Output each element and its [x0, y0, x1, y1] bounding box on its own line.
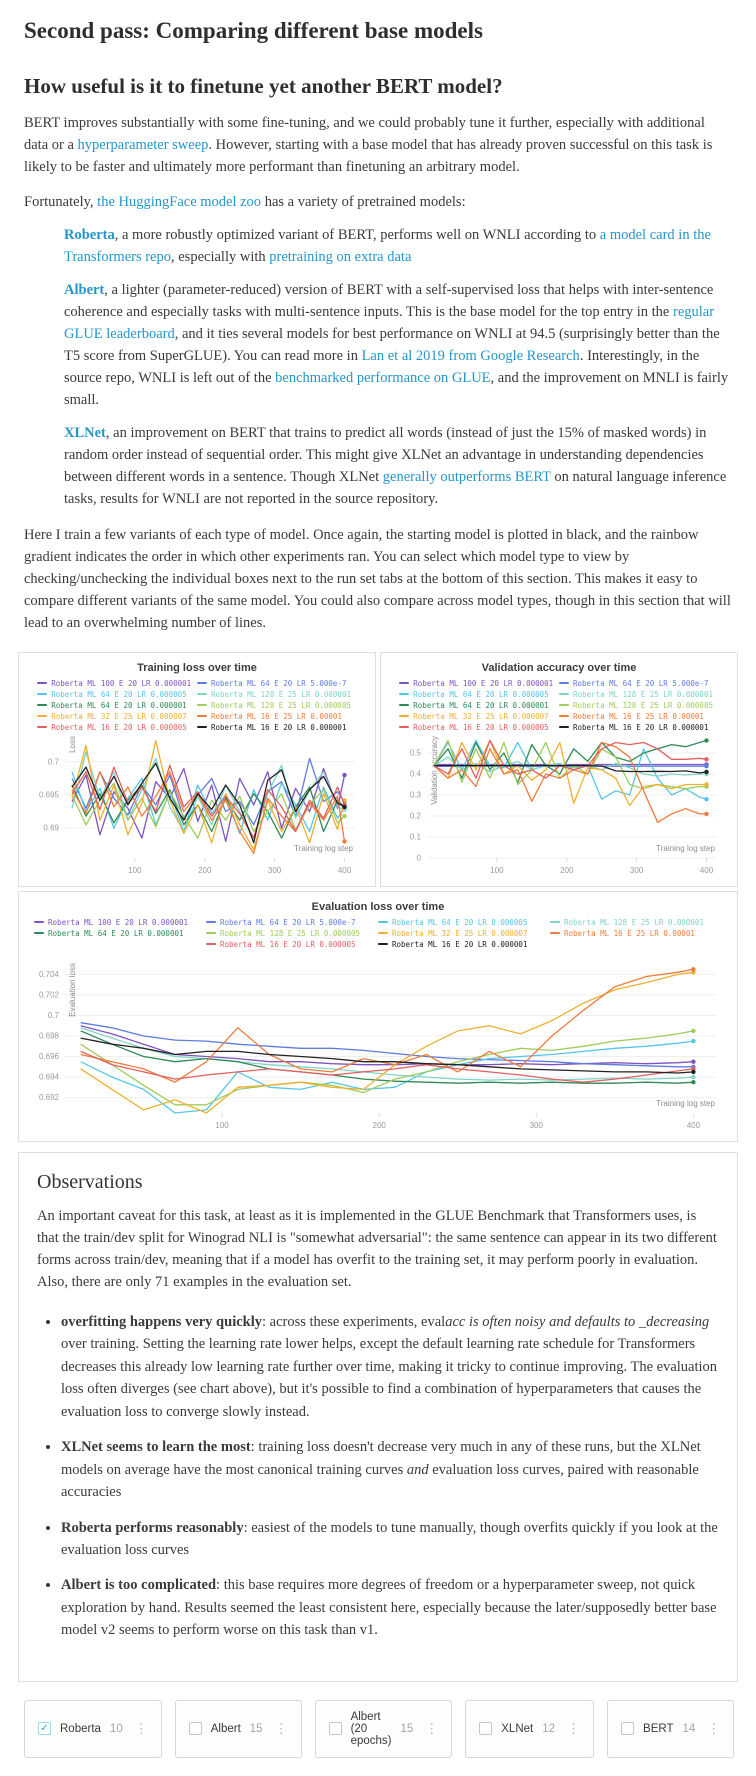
y-tick-label: 0.7 — [47, 1010, 59, 1020]
runset-count: 15 — [400, 1722, 414, 1735]
runset-label: BERT — [643, 1722, 674, 1735]
legend-label: Roberta ML 128 E 25 LR 0.000005 — [211, 700, 351, 710]
x-tick-label: 400 — [686, 1120, 701, 1130]
text-link[interactable]: benchmarked performance on GLUE — [275, 370, 491, 387]
legend-item[interactable] — [206, 929, 378, 938]
legend-label: Roberta ML 128 E 25 LR 0.000005 — [573, 700, 713, 710]
observation-item — [61, 1574, 719, 1641]
series-end-marker — [691, 1028, 695, 1032]
runset-tab-albert[interactable] — [175, 1700, 302, 1758]
legend-label: Roberta ML 64 E 20 LR 5.000e-7 — [220, 917, 356, 927]
y-axis-label: Evaluation loss — [68, 962, 77, 1017]
text-link[interactable]: XLNet — [64, 425, 106, 442]
text-span: : this base requires more degrees of freedom or a hyperparameter sweep, not quick exploration by hand. Results seemed the least consistent here, especially because the later/supposedly better base model v2 seems to perform worse on this task than v1. — [61, 1577, 717, 1639]
legend-item[interactable] — [550, 929, 722, 938]
experiment-paragraph — [24, 524, 732, 634]
series-end-marker — [691, 1075, 695, 1079]
legend-label: Roberta ML 64 E 20 LR 0.000001 — [413, 700, 549, 710]
legend-item[interactable] — [378, 918, 550, 927]
chart-legend — [389, 678, 729, 732]
observations-list — [37, 1311, 719, 1642]
y-tick-label: 0.7 — [47, 756, 59, 766]
legend-swatch-icon — [206, 943, 216, 945]
text-span: Roberta performs reasonably — [61, 1519, 244, 1536]
legend-label: Roberta ML 16 E 25 LR 0.00001 — [211, 711, 342, 721]
legend-swatch-icon — [37, 682, 47, 684]
observations-section — [18, 1152, 738, 1682]
chart-legend — [27, 918, 729, 949]
legend-swatch-icon — [399, 693, 409, 695]
y-tick-label: 0.2 — [409, 811, 421, 821]
chart-plot — [389, 726, 729, 878]
observations-title: Observations — [37, 1170, 143, 1193]
chart-plot — [27, 953, 729, 1133]
legend-swatch-icon — [550, 921, 560, 923]
legend-swatch-icon — [559, 693, 569, 695]
legend-swatch-icon — [378, 921, 388, 923]
legend-item[interactable] — [559, 679, 719, 688]
y-tick-label: 0.692 — [38, 1092, 59, 1102]
runset-count: 10 — [109, 1722, 123, 1735]
legend-swatch-icon — [559, 715, 569, 717]
legend-swatch-icon — [197, 682, 207, 684]
chart-row-top — [18, 652, 738, 887]
model-list-item — [64, 422, 732, 510]
x-tick-label: 300 — [629, 865, 644, 875]
chart-row-bottom — [18, 891, 738, 1142]
series-line[interactable] — [81, 1031, 694, 1083]
legend-item[interactable] — [197, 712, 357, 721]
legend-item[interactable] — [34, 918, 206, 927]
legend-label: Roberta ML 16 E 20 LR 0.000005 — [220, 939, 356, 949]
text-link[interactable]: hyperparameter sweep — [77, 137, 209, 154]
legend-label: Roberta ML 64 E 20 LR 0.000005 — [392, 917, 528, 927]
chart-title: Training loss over time — [137, 661, 257, 674]
legend-swatch-icon — [197, 704, 207, 706]
text-link[interactable]: regular GLUE leaderboard — [64, 304, 715, 343]
legend-item[interactable] — [399, 679, 559, 688]
chart-plot — [27, 726, 367, 878]
runset-checkbox[interactable] — [479, 1722, 492, 1735]
runset-checkbox[interactable] — [621, 1722, 634, 1735]
text-span: Albert is too complicated — [61, 1577, 217, 1594]
y-tick-label: 0.5 — [409, 748, 421, 758]
legend-label: Roberta ML 16 E 20 LR 0.000001 — [573, 722, 709, 732]
text-span: : easiest of the models to tune manually, though overfits quickly if you look at the evaluation loss curves — [61, 1519, 718, 1558]
legend-swatch-icon — [197, 693, 207, 695]
series-end-marker — [342, 814, 346, 818]
text-link[interactable]: Lan et al 2019 from Google Research — [361, 348, 580, 365]
legend-swatch-icon — [378, 943, 388, 945]
legend-label: Roberta ML 16 E 25 LR 0.00001 — [573, 711, 704, 721]
legend-item[interactable] — [399, 701, 559, 710]
runset-label: Roberta — [60, 1722, 101, 1735]
series-end-marker — [342, 773, 346, 777]
legend-item[interactable] — [399, 712, 559, 721]
x-axis-label: Training log step — [294, 843, 353, 853]
runset-bar — [24, 1700, 732, 1758]
model-list — [24, 224, 732, 510]
text-span: : across these experiments, eval — [262, 1313, 446, 1330]
legend-label: Roberta ML 16 E 20 LR 0.000001 — [392, 939, 528, 949]
runset-count: 14 — [682, 1722, 696, 1735]
text-span: , an improvement on BERT that trains to predict all words (instead of just the 15% of masked words) in random order instead of sequential order. This might give XLNet an advantage in understanding dependencies between different words in a sentence. Though XLNet — [64, 425, 707, 486]
legend-label: Roberta ML 64 E 20 LR 0.000005 — [413, 689, 549, 699]
panel-training-loss — [18, 652, 376, 887]
text-span: overfitting happens very quickly — [61, 1313, 262, 1330]
legend-swatch-icon — [206, 921, 216, 923]
x-tick-label: 100 — [128, 865, 142, 875]
series-end-marker — [691, 1080, 695, 1084]
legend-item[interactable] — [37, 690, 197, 699]
legend-item[interactable] — [37, 679, 197, 688]
legend-swatch-icon — [559, 682, 569, 684]
legend-label: Roberta ML 128 E 25 LR 0.000001 — [211, 689, 351, 699]
series-end-marker — [704, 757, 708, 761]
legend-label: Roberta ML 16 E 20 LR 0.000005 — [51, 722, 187, 732]
observations-paragraph — [37, 1205, 719, 1293]
y-tick-label: 0.704 — [38, 969, 59, 979]
runset-count: 15 — [249, 1722, 263, 1735]
text-link[interactable]: Roberta — [64, 227, 115, 244]
x-tick-label: 200 — [198, 865, 212, 875]
legend-item[interactable] — [37, 701, 197, 710]
series-end-marker — [691, 967, 695, 971]
text-span: has a variety of pretrained models: — [261, 194, 466, 211]
legend-label: Roberta ML 16 E 25 LR 0.00001 — [563, 928, 695, 938]
y-tick-label: 0.696 — [38, 1051, 59, 1061]
runset-tab-xlnet[interactable] — [465, 1700, 594, 1758]
text-span: : training loss doesn't decrease very much in any of these runs, but the XLNet models on average have the most canonical training curves — [61, 1439, 701, 1478]
text-link[interactable]: generally outperforms BERT — [382, 469, 551, 486]
y-tick-label: 0 — [416, 853, 421, 863]
legend-item[interactable] — [37, 712, 197, 721]
legend-item[interactable] — [559, 690, 719, 699]
series-end-marker — [704, 738, 708, 742]
chart-canvas[interactable] — [27, 726, 367, 878]
legend-label: Roberta ML 16 E 20 LR 0.000005 — [413, 722, 549, 732]
observation-item — [61, 1517, 719, 1562]
legend-label: Roberta ML 64 E 20 LR 0.000005 — [51, 689, 187, 699]
runset-checkbox[interactable] — [329, 1722, 342, 1735]
y-tick-label: 0.698 — [38, 1031, 59, 1041]
y-tick-label: 0.702 — [38, 990, 59, 1000]
legend-swatch-icon — [37, 704, 47, 706]
x-tick-label: 200 — [560, 865, 574, 875]
text-span: . However, starting with a base model that has already proven successful on this task is likely to be faster and ultimately more performant than finetuning an arbitrary model. — [24, 137, 713, 176]
runset-tab-bert[interactable] — [607, 1700, 734, 1758]
legend-label: Roberta ML 32 E 25 LR 0.000007 — [51, 711, 187, 721]
text-span: , especially with — [171, 249, 270, 266]
y-tick-label: 0.694 — [38, 1072, 59, 1082]
text-span: XLNet seems to learn the most — [61, 1439, 251, 1456]
y-axis-label: Loss — [68, 735, 77, 753]
legend-swatch-icon — [34, 921, 44, 923]
text-span: evaluation loss curves, paired with reasonable accuracies — [61, 1461, 699, 1501]
legend-label: Roberta ML 64 E 20 LR 5.000e-7 — [211, 678, 347, 688]
legend-item[interactable] — [197, 679, 357, 688]
section-heading: How useful is it to finetune yet another BERT model? — [24, 74, 503, 98]
series-end-marker — [704, 764, 708, 768]
text-span: , a lighter (parameter-reduced) version of BERT with a self-supervised loss that helps with inter-sentence coherence and especially tasks with multi-sentence inputs. This is the base model for the top entry in the — [64, 282, 714, 321]
legend-item[interactable] — [206, 940, 378, 949]
series-end-marker — [704, 782, 708, 786]
chart-title: Validation accuracy over time — [481, 661, 637, 674]
series-end-marker — [691, 1039, 695, 1043]
kebab-menu-icon[interactable]: ⋮ — [134, 1720, 148, 1736]
runset-count: 12 — [542, 1722, 556, 1735]
legend-swatch-icon — [197, 715, 207, 717]
charts-section — [18, 652, 738, 1142]
legend-swatch-icon — [399, 682, 409, 684]
x-tick-label: 100 — [490, 865, 504, 875]
y-tick-label: 0.1 — [409, 832, 421, 842]
legend-label: Roberta ML 16 E 20 LR 0.000001 — [211, 722, 347, 732]
x-tick-label: 100 — [215, 1120, 229, 1130]
intro-paragraph — [24, 112, 732, 178]
models-intro-paragraph — [24, 191, 732, 213]
text-span: . Interestingly, in the source repo, WNLI is left out of the — [64, 348, 700, 387]
x-tick-label: 400 — [699, 865, 714, 875]
legend-label: Roberta ML 100 E 20 LR 0.000001 — [413, 678, 554, 688]
legend-swatch-icon — [37, 715, 47, 717]
y-axis-label: Validation accuracy — [430, 735, 439, 805]
legend-item[interactable] — [206, 918, 378, 927]
legend-label: Roberta ML 100 E 20 LR 0.000001 — [48, 917, 189, 927]
legend-swatch-icon — [34, 932, 44, 934]
legend-label: Roberta ML 100 E 20 LR 0.000001 — [51, 678, 192, 688]
runset-label: Albert — [210, 1722, 241, 1735]
text-span: Fortunately, — [24, 194, 98, 211]
chart-canvas[interactable] — [27, 953, 729, 1133]
kebab-menu-icon[interactable]: ⋮ — [567, 1720, 581, 1736]
series-line[interactable] — [81, 972, 694, 1113]
text-span: , and it ties several models for best performance on WNLI at 94.5 (surprisingly better than the T5 score from SuperGLUE). You can read more in — [64, 326, 720, 365]
legend-swatch-icon — [206, 932, 216, 934]
runset-label: XLNet — [501, 1722, 534, 1735]
kebab-menu-icon[interactable]: ⋮ — [274, 1720, 288, 1736]
y-tick-label: 0.4 — [409, 769, 421, 779]
legend-label: Roberta ML 32 E 25 LR 0.000007 — [392, 928, 528, 938]
legend-label: Roberta ML 128 E 25 LR 0.000001 — [573, 689, 713, 699]
legend-label: Roberta ML 64 E 20 LR 0.000001 — [48, 928, 184, 938]
series-line[interactable] — [81, 1031, 694, 1105]
text-link[interactable]: a model card in the Transformers repo — [64, 227, 711, 266]
legend-label: Roberta ML 128 E 25 LR 0.000005 — [220, 928, 360, 938]
text-span: on natural language inference tasks, results for WNLI are not reported in the source repository. — [64, 469, 727, 508]
model-list-item — [64, 279, 732, 411]
kebab-menu-icon[interactable]: ⋮ — [707, 1720, 721, 1736]
legend-item[interactable] — [197, 690, 357, 699]
series-end-marker — [691, 1059, 695, 1063]
x-tick-label: 200 — [372, 1120, 386, 1130]
x-axis-label: Training log step — [656, 1098, 715, 1108]
runset-tab-roberta[interactable] — [24, 1700, 162, 1758]
text-span: acc is often noisy and defaults to _decreasing — [445, 1313, 710, 1330]
text-span: , a more robustly optimized variant of BERT, performs well on WNLI according to — [114, 227, 600, 244]
series-end-marker — [704, 811, 708, 815]
runset-checkbox[interactable] — [189, 1722, 202, 1735]
chart-canvas[interactable] — [389, 726, 729, 878]
legend-swatch-icon — [378, 932, 388, 934]
legend-item[interactable] — [197, 701, 357, 710]
legend-item[interactable] — [378, 940, 550, 949]
text-link[interactable]: Albert — [64, 282, 105, 299]
legend-swatch-icon — [559, 704, 569, 706]
series-end-marker — [342, 804, 346, 808]
observation-item — [61, 1436, 719, 1503]
text-span: , and the improvement on MNLI is fairly small. — [64, 370, 729, 409]
legend-swatch-icon — [399, 715, 409, 717]
runset-checkbox[interactable]: ✓ — [38, 1722, 51, 1735]
y-tick-label: 0.3 — [409, 790, 421, 800]
series-end-marker — [704, 769, 708, 773]
panel-validation-accuracy — [380, 652, 738, 887]
runset-label: Albert (20 epochs) — [350, 1710, 392, 1747]
legend-item[interactable] — [559, 712, 719, 721]
legend-label: Roberta ML 64 E 20 LR 5.000e-7 — [573, 678, 709, 688]
chart-legend — [27, 678, 367, 732]
page-title: Second pass: Comparing different base models — [24, 18, 483, 43]
legend-swatch-icon — [399, 704, 409, 706]
text-span: and — [406, 1461, 429, 1478]
x-tick-label: 300 — [267, 865, 282, 875]
series-line[interactable] — [81, 1022, 694, 1066]
legend-item[interactable] — [378, 929, 550, 938]
x-axis-label: Training log step — [656, 843, 715, 853]
series-end-marker — [704, 797, 708, 801]
panel-evaluation-loss — [18, 891, 738, 1142]
text-span: An important caveat for this task, at least as it is implemented in the GLUE Benchmark that Transformers uses, is that the train/dev split for Winograd NLI is "somewhat adversarial": the same sentence can appear in its two different forms across train/dev, meaning that if a model has overfit to the training set, it may perform poorly in evaluation. Also, there are only 71 examples in the evaluation set. — [37, 1207, 717, 1290]
text-span: BERT improves substantially with some fine-tuning, and we could probably tune it further, especially with additional data or a — [24, 115, 705, 154]
series-line[interactable] — [81, 1025, 694, 1064]
series-end-marker — [691, 1069, 695, 1073]
chart-title: Evaluation loss over time — [311, 900, 445, 913]
text-link[interactable]: the HuggingFace model zoo — [97, 194, 262, 211]
series-end-marker — [342, 839, 346, 843]
text-span: over training. Setting the learning rate lower helps, except the default learning rate schedule for Transformers decreases this already low learning rate further over time, making it tricky to continue improving. The evaluation loss often diverges (see chart above), but it's possible to find a combination of hyperparameters that causes the evaluation loss to converge slowly instead. — [61, 1336, 718, 1420]
x-tick-label: 300 — [529, 1120, 543, 1130]
observation-item — [61, 1311, 719, 1423]
legend-swatch-icon — [37, 693, 47, 695]
legend-item[interactable] — [559, 701, 719, 710]
legend-item[interactable] — [550, 918, 722, 927]
kebab-menu-icon[interactable]: ⋮ — [425, 1720, 439, 1736]
legend-swatch-icon — [550, 932, 560, 934]
y-tick-label: 0.695 — [38, 790, 59, 800]
legend-item[interactable] — [399, 690, 559, 699]
legend-label: Roberta ML 64 E 20 LR 0.000001 — [51, 700, 187, 710]
x-tick-label: 400 — [337, 865, 352, 875]
legend-item[interactable] — [34, 929, 206, 938]
y-tick-label: 0.69 — [43, 823, 59, 833]
text-span: Here I train a few variants of each type of model. Once again, the starting model is plotted in black, and the rainbow gradient indicates the order in which other experiments ran. You can select which model type to view by checking/unchecking the individual boxes next to the run set tabs at the bottom of this section. This makes it easy to compare different variants of the same model. You could also compare across model types, though in this section that will lead to an overwhelming number of lines. — [24, 526, 731, 631]
runset-tab-albert-20-epochs[interactable] — [315, 1700, 453, 1758]
legend-label: Roberta ML 128 E 25 LR 0.000001 — [563, 917, 704, 927]
model-list-item — [64, 224, 732, 268]
text-link[interactable]: pretraining on extra data — [269, 249, 412, 266]
legend-label: Roberta ML 32 E 25 LR 0.000007 — [413, 711, 549, 721]
